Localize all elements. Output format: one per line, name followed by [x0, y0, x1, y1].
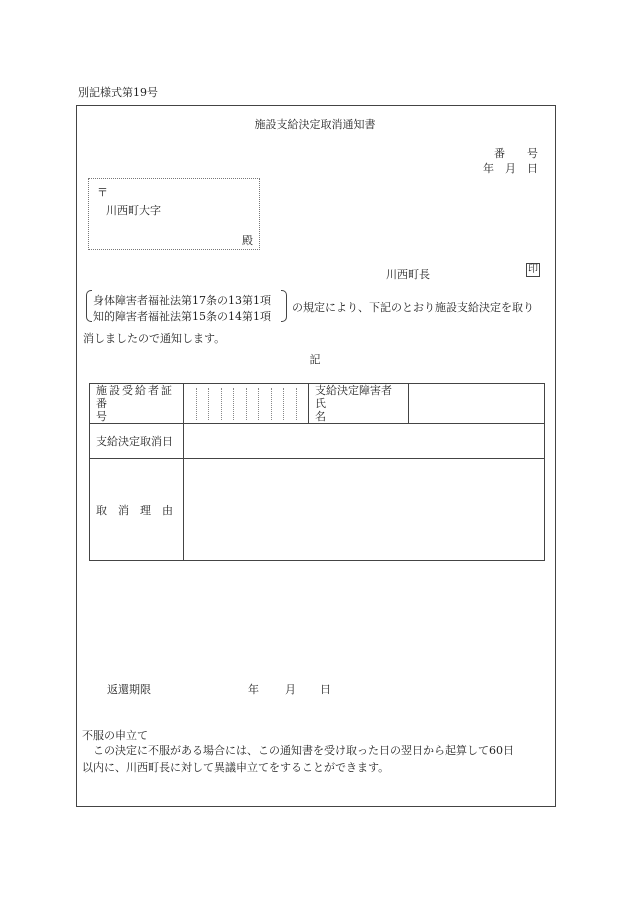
cert-label-top: 施設受給者証	[96, 384, 174, 397]
date-label: 年 月 日	[483, 162, 538, 175]
number-label: 番 号	[494, 147, 538, 160]
postal-mark: 〒	[97, 186, 108, 199]
seal-mark: 印	[528, 264, 538, 275]
table-row	[90, 384, 545, 424]
deadline-year: 年	[248, 683, 259, 696]
issuer-name: 川西町長	[386, 268, 430, 281]
document-title: 施設支給決定取消通知書	[254, 118, 376, 131]
cert-number-field[interactable]	[184, 384, 309, 424]
table-row	[90, 459, 545, 561]
form-id: 別記様式第19号	[78, 86, 158, 99]
reason-label: 取 消 理 由	[90, 459, 184, 561]
body-line-2: 消しましたので通知します。	[83, 332, 226, 345]
deadline-month: 月	[285, 683, 296, 696]
recipient-honorific: 殿	[242, 234, 253, 247]
body-line-1: の規定により、下記のとおり施設支給決定を取り	[292, 301, 534, 314]
table-row	[90, 424, 545, 459]
reason-field[interactable]	[184, 459, 545, 561]
cert-number-label: 施設受給者証 番 号	[90, 384, 184, 424]
right-brace	[281, 290, 287, 322]
appeal-line-2: 以内に、川西町長に対して異議申立てをすることができます。	[82, 761, 390, 774]
ki-marker: 記	[309, 353, 321, 366]
left-brace	[86, 290, 92, 322]
deadline-label: 返還期限	[107, 683, 151, 696]
law-line-1: 身体障害者福祉法第17条の13第1項	[93, 294, 271, 307]
recipient-address: 川西町大字	[106, 204, 161, 217]
appeal-line-1: この決定に不服がある場合には、この通知書を受け取った日の翌日から起算して60日	[93, 744, 514, 757]
appeal-heading: 不服の申立て	[82, 729, 148, 742]
cancel-date-label: 支給決定取消日	[90, 424, 184, 459]
detail-table	[89, 383, 545, 561]
law-line-2: 知的障害者福祉法第15条の14第1項	[93, 310, 271, 323]
deadline-day: 日	[320, 683, 331, 696]
person-name-label: 支給決定障害者 氏 名	[309, 384, 409, 424]
person-name-field[interactable]	[409, 384, 545, 424]
cancel-date-field[interactable]	[184, 424, 545, 459]
